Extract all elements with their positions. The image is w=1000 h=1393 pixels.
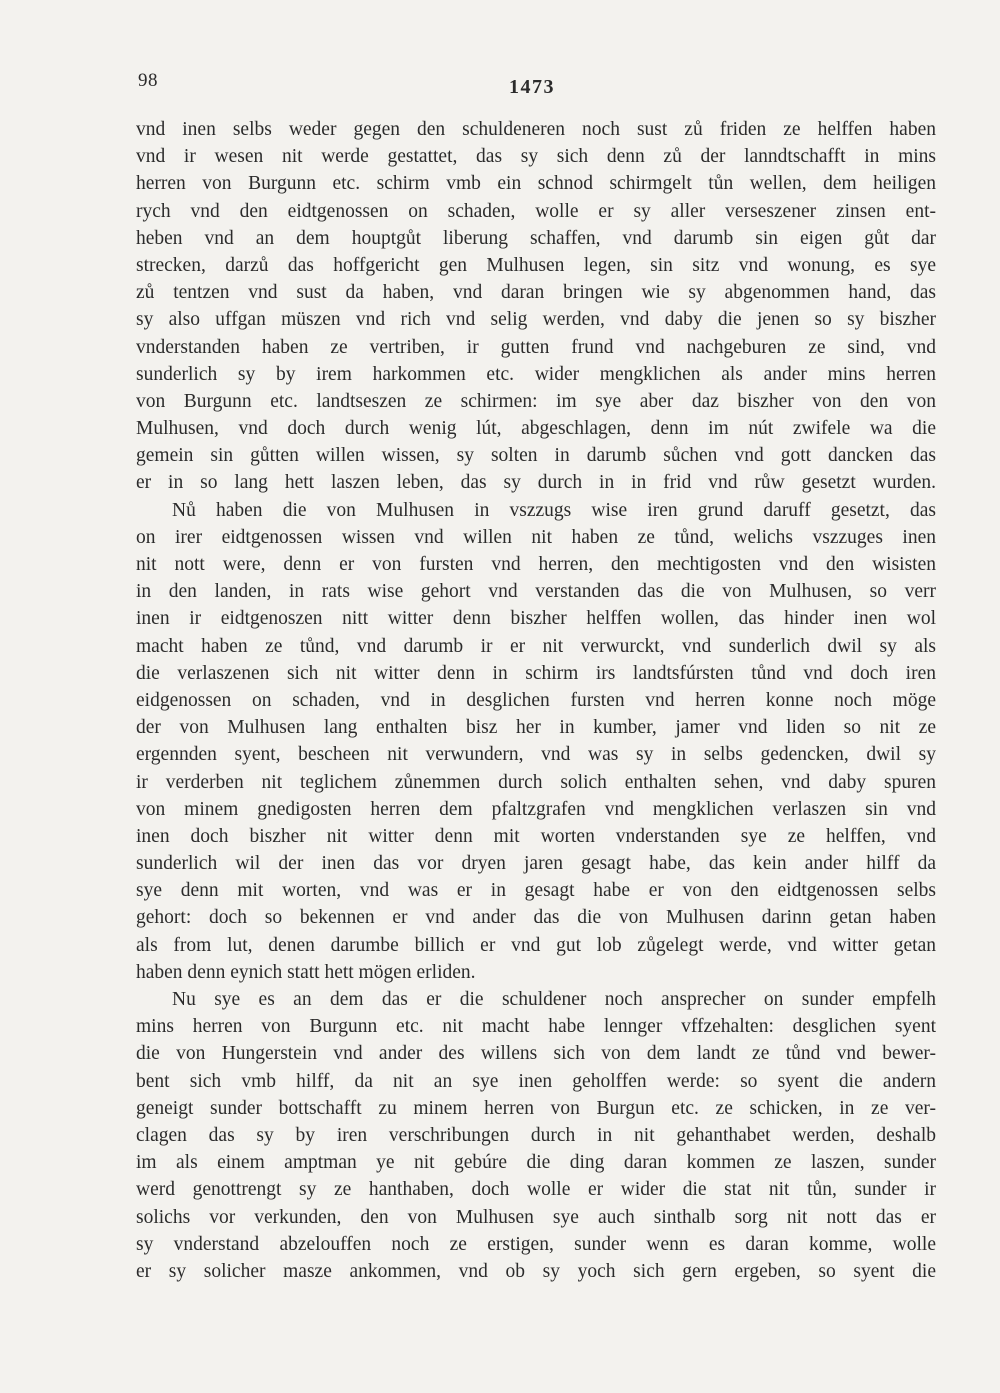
text-line: vnd ir wesen nit werde gestattet, das sy sich denn zů der lanndtschafft in mins — [136, 146, 936, 168]
text-line: heben vnd an dem houptgůt liberung schaffen, vnd darumb sin eigen gůt dar — [136, 227, 936, 249]
text-line: im als einem amptman ye nit gebúre die ding daran kommen ze laszen, sunder — [136, 1152, 936, 1174]
text-line: in den landen, in rats wise gehort vnd verstanden das die von Mulhusen, so verr — [136, 581, 936, 603]
text-line: eidgenossen on schaden, vnd in desglichen fursten vnd herren konne noch möge — [136, 689, 936, 711]
text-line: herren von Burgunn etc. schirm vmb ein schnod schirmgelt tůn wellen, dem heiligen — [136, 173, 936, 195]
text-line: on irer eidtgenossen wissen vnd willen nit haben ze tůnd, welichs vszzuges inen — [136, 526, 936, 548]
text-line: zů tentzen vnd sust da haben, vnd daran bringen wie sy abgenommen hand, das — [136, 282, 936, 304]
body-text — [136, 116, 936, 1285]
text-line: geneigt sunder bottschafft zu minem herren von Burgun etc. ze schicken, in ze ver- — [136, 1097, 936, 1119]
text-line: Mulhusen, vnd doch durch wenig lút, abgeschlagen, denn im nút zwifele wa die — [136, 418, 936, 440]
paragraph-start-line: Nů haben die von Mulhusen in vszzugs wise iren grund daruff gesetzt, das — [172, 499, 936, 521]
paragraph-start-line: Nu sye es an dem das er die schuldener noch ansprecher on sunder empfelh — [172, 989, 936, 1010]
paragraph-end-line: haben denn eynich statt hett mögen erliden. — [136, 961, 476, 983]
text-line: er in so lang hett laszen leben, das sy durch in in frid vnd růw gesetzt wurden. — [136, 472, 936, 494]
text-line: sunderlich sy by irem harkommen etc. wider mengklichen als ander mins herren — [136, 363, 936, 385]
text-line: der von Mulhusen lang enthalten bisz her in kumber, jamer vnd liden so nit ze — [136, 717, 936, 739]
text-line: von Burgunn etc. landtseszen ze schirmen: im sye aber daz biszher von den von — [136, 390, 936, 412]
text-line: sy also uffgan müszen vnd rich vnd selig werden, vnd daby die jenen so sy biszher — [136, 309, 936, 331]
page-number: 98 — [138, 70, 158, 91]
text-line: macht haben ze tůnd, vnd darumb ir er nit verwurckt, vnd sunderlich dwil sy als — [136, 635, 936, 657]
page-heading-year: 1473 — [509, 76, 555, 98]
text-line: sy vnderstand abzelouffen noch ze erstigen, sunder wenn es daran komme, wolle — [136, 1233, 936, 1255]
text-line: vnd inen selbs weder gegen den schuldeneren noch sust zů friden ze helffen haben — [136, 119, 936, 140]
text-line: von minem gnedigosten herren dem pfaltzgrafen vnd mengklichen verlaszen sin vnd — [136, 798, 936, 820]
text-line: nit nott were, denn er von fursten vnd herren, den mechtigosten vnd den wisisten — [136, 554, 936, 575]
text-line: clagen das sy by iren verschribungen durch in nit gehanthabet werden, deshalb — [136, 1124, 936, 1146]
text-line: werd genottrengt sy ze hanthaben, doch wolle er wider die stat nit tůn, sunder ir — [136, 1179, 936, 1201]
text-line: solichs vor verkunden, den von Mulhusen sye auch sinthalb sorg nit nott das er — [136, 1206, 936, 1228]
text-line: er sy solicher masze ankommen, vnd ob sy yoch sich gern ergeben, so syent die — [136, 1260, 936, 1282]
text-line: bent sich vmb hilff, da nit an sye inen geholffen werde: so syent die andern — [136, 1070, 936, 1092]
text-line: rych vnd den eidtgenossen on schaden, wolle er sy aller verseszener zinsen ent- — [136, 200, 936, 222]
text-line: gemein sin gůtten willen wissen, sy solten in darumb sůchen vnd gott dancken das — [136, 445, 936, 467]
text-line: vnderstanden haben ze vertriben, ir gutten frund vnd nachgeburen ze sind, vnd — [136, 336, 936, 358]
text-line: gehort: doch so bekennen er vnd ander das die von Mulhusen darinn getan haben — [136, 907, 936, 929]
text-line: mins herren von Burgunn etc. nit macht habe lennger vffzehalten: desglichen syent — [136, 1016, 936, 1038]
text-line: die verlaszenen sich nit witter denn in schirm irs landtsfúrsten tůnd vnd doch iren — [136, 662, 936, 684]
text-line: als from lut, denen darumbe billich er vnd gut lob zůgelegt werde, vnd witter getan — [136, 934, 936, 956]
text-line: sunderlich wil der inen das vor dryen jaren gesagt habe, das kein ander hilff da — [136, 853, 936, 875]
text-line: ergennden syent, bescheen nit verwundern, vnd was sy in selbs gedencken, dwil sy — [136, 744, 936, 766]
text-line: die von Hungerstein vnd ander des willens sich von dem landt ze tůnd vnd bewer- — [136, 1043, 936, 1065]
text-line: ir verderben nit teglichem zůnemmen durch solich enthalten sehen, vnd daby spuren — [136, 771, 936, 793]
text-line: sye denn mit worten, vnd was er in gesagt habe er von den eidtgenossen selbs — [136, 880, 936, 902]
text-line: strecken, darzů das hoffgericht gen Mulhusen legen, sin sitz vnd wonung, es sye — [136, 254, 936, 276]
text-line: inen doch biszher nit witter denn mit worten vnderstanden sye ze helffen, vnd — [136, 825, 936, 847]
text-line: inen ir eidtgenoszen nitt witter denn biszher helffen wollen, das hinder inen wol — [136, 608, 936, 630]
